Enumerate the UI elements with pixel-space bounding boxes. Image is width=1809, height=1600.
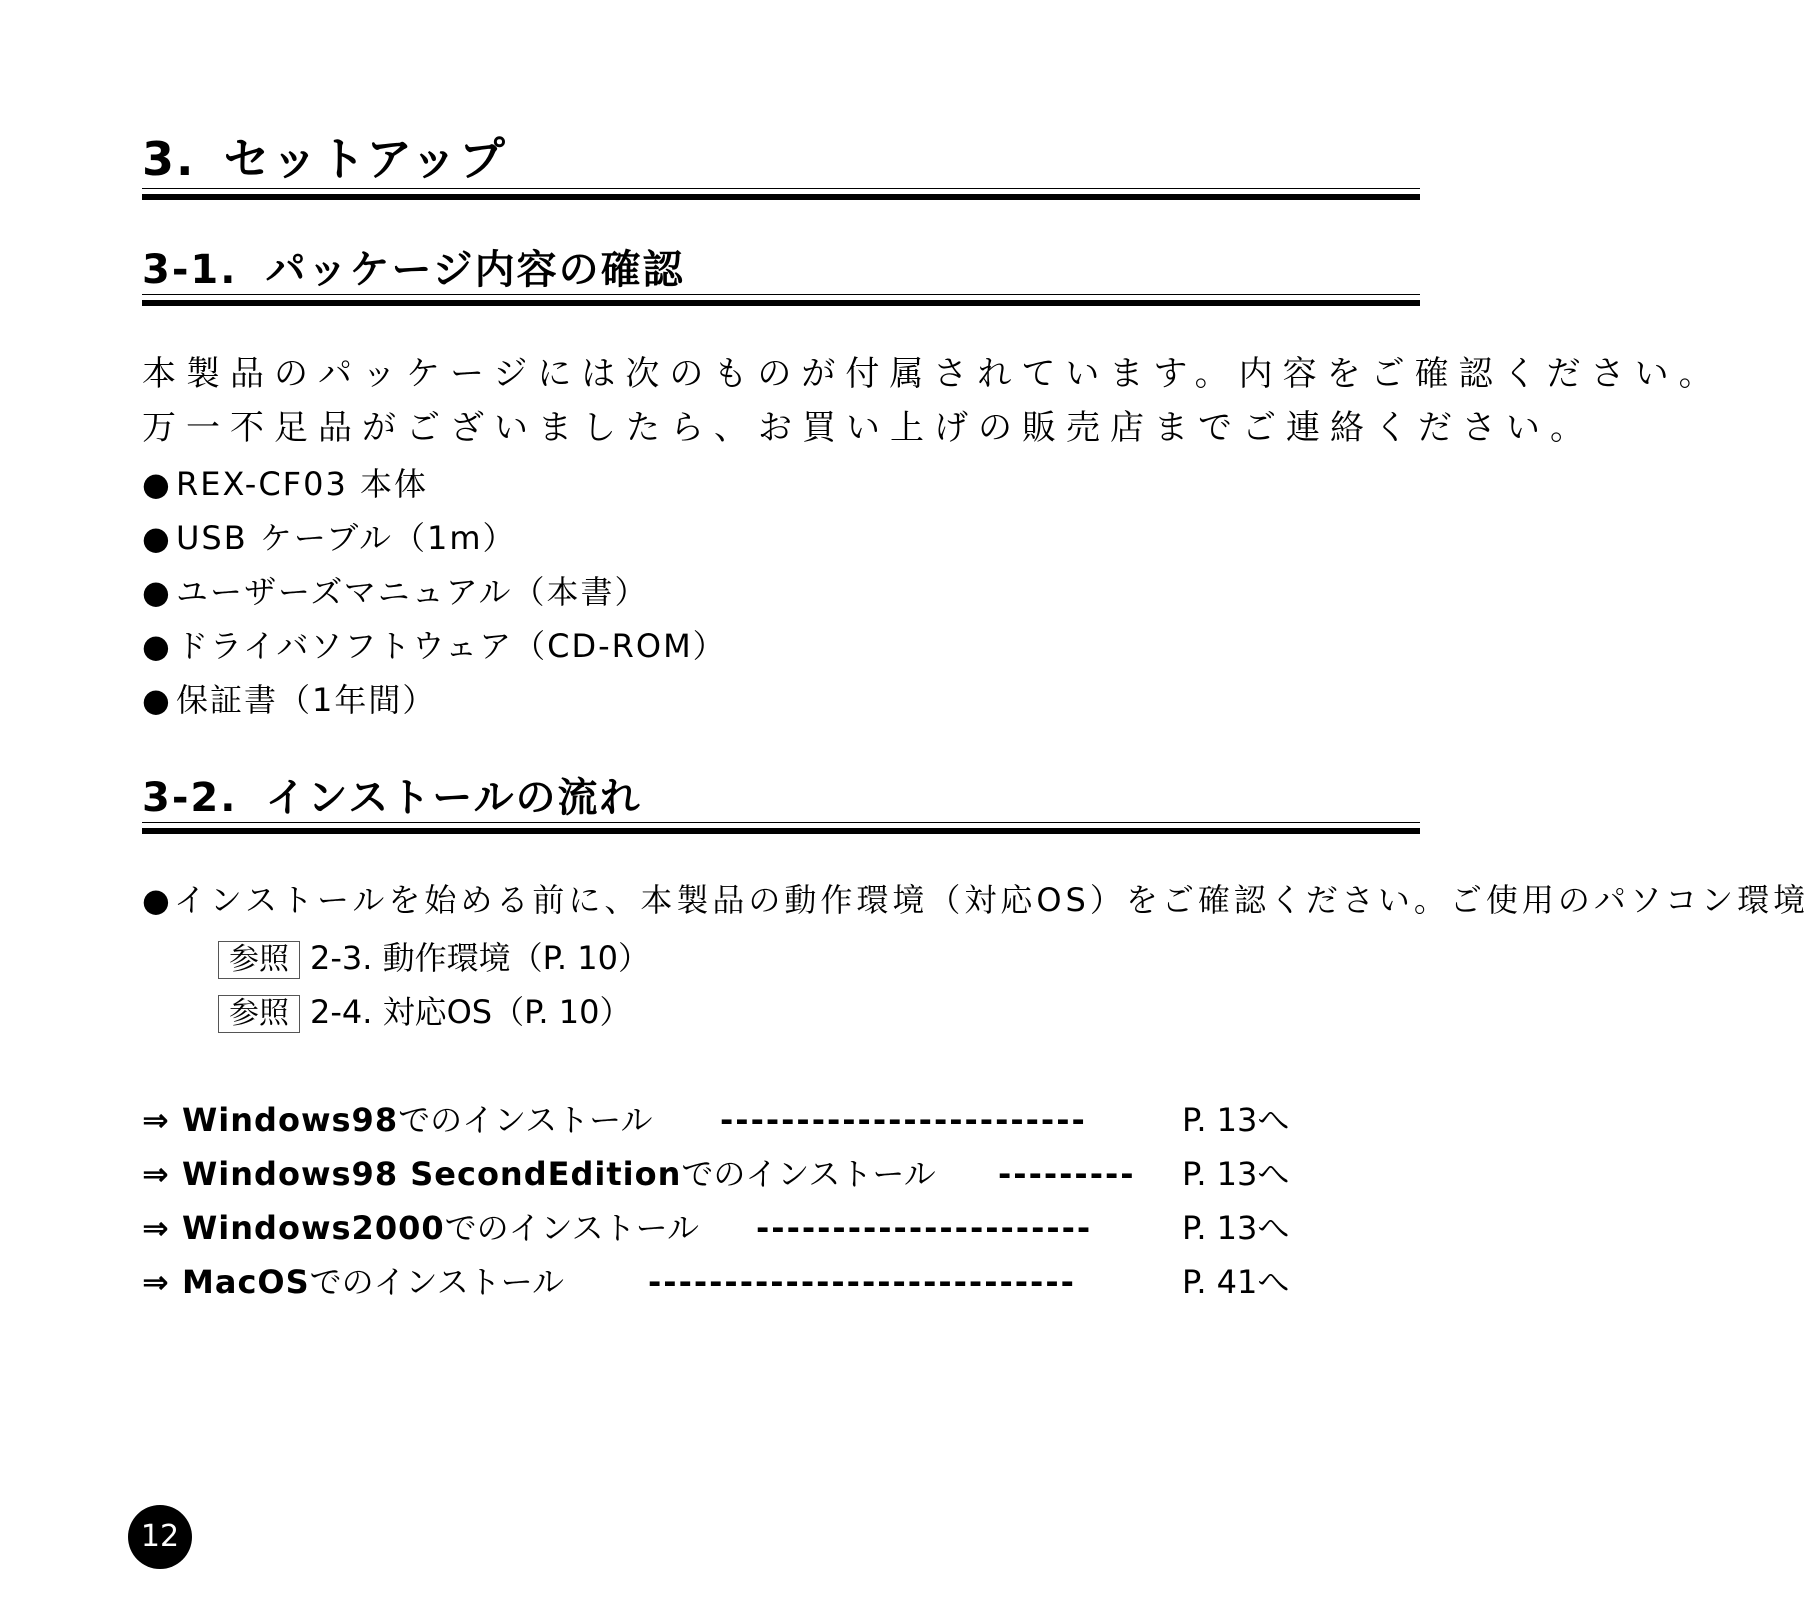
section-title: セットアップ — [223, 132, 507, 186]
nav-os-name: Windows98 SecondEdition — [182, 1155, 682, 1193]
subsection-1-title: パッケージ内容の確認 — [265, 247, 685, 293]
bullet-icon: ● — [142, 627, 172, 665]
subsection-2-number: 3-2. — [142, 775, 238, 821]
package-item-text: ドライバソフトウェア（CD-ROM） — [176, 627, 727, 665]
reference-line — [218, 992, 632, 1033]
nav-page-ref: P. 13へ — [1182, 1101, 1290, 1139]
package-item-text: 保証書（1年間） — [176, 681, 437, 719]
package-item — [142, 572, 648, 612]
reference-text: 2-3. 動作環境（P. 10） — [310, 939, 650, 977]
nav-os-name: Windows98 — [182, 1101, 399, 1139]
install-nav-item — [142, 1208, 1290, 1248]
nav-os-name: Windows2000 — [182, 1209, 445, 1247]
nav-leader-dashes: ---------------------------- — [648, 1263, 1076, 1301]
install-note: ●インストールを始める前に、本製品の動作環境（対応OS）をご確認ください。ご使用のパソコン環境 — [142, 881, 1809, 919]
install-nav-item — [142, 1154, 1290, 1194]
package-item — [142, 626, 727, 666]
subsection-2-rule-thin — [142, 822, 1420, 823]
reference-line — [218, 938, 650, 979]
nav-description: でのインストール — [309, 1263, 565, 1301]
arrow-icon: ⇒ — [142, 1155, 169, 1193]
intro-line-1: 本製品のパッケージには次のものが付属されています。内容をご確認ください。 — [142, 354, 1723, 394]
reference-text: 2-4. 対応OS（P. 10） — [310, 993, 632, 1031]
subsection-1-rule-thin — [142, 294, 1420, 295]
bullet-icon: ● — [142, 519, 172, 557]
package-item-text: ユーザーズマニュアル（本書） — [176, 573, 649, 611]
subsection-2-heading — [142, 772, 1420, 824]
nav-leader-dashes: --------- — [998, 1155, 1136, 1193]
package-item-text: REX-CF03 本体 — [176, 465, 428, 503]
package-item-text: USB ケーブル（1m） — [176, 519, 517, 557]
section-rule-thin — [142, 188, 1420, 189]
nav-description: でのインストール — [681, 1155, 936, 1193]
nav-page-ref: P. 13へ — [1182, 1155, 1290, 1193]
nav-description: でのインストール — [444, 1209, 700, 1247]
arrow-icon: ⇒ — [142, 1101, 169, 1139]
package-item — [142, 464, 428, 504]
subsection-2-title: インストールの流れ — [265, 775, 642, 821]
nav-page-ref: P. 13へ — [1182, 1209, 1290, 1247]
section-number: 3. — [142, 132, 196, 186]
arrow-icon: ⇒ — [142, 1263, 169, 1301]
package-item — [142, 518, 517, 558]
subsection-2-rule-thick — [142, 828, 1420, 834]
subsection-1-heading — [142, 244, 1420, 296]
nav-description: でのインストール — [398, 1101, 653, 1139]
nav-os-name: MacOS — [182, 1263, 310, 1301]
install-nav-item — [142, 1100, 1290, 1140]
bullet-icon: ● — [142, 681, 172, 719]
install-nav-item — [142, 1262, 1290, 1302]
subsection-1-number: 3-1. — [142, 247, 238, 293]
package-item — [142, 680, 436, 720]
bullet-icon: ● — [142, 465, 172, 503]
nav-leader-dashes: ---------------------- — [756, 1209, 1093, 1247]
section-rule-thick — [142, 194, 1420, 200]
reference-label: 参照 — [218, 995, 300, 1033]
intro-line-2: 万一不足品がございましたら、お買い上げの販売店までご連絡ください。 — [142, 408, 1594, 448]
page-number-badge: 12 — [128, 1505, 192, 1569]
subsection-1-rule-thick — [142, 300, 1420, 306]
arrow-icon: ⇒ — [142, 1209, 169, 1247]
nav-page-ref: P. 41へ — [1182, 1263, 1290, 1301]
reference-label: 参照 — [218, 941, 300, 979]
nav-leader-dashes: ------------------------ — [720, 1101, 1087, 1139]
bullet-icon: ● — [142, 573, 172, 611]
section-heading — [142, 130, 1420, 188]
